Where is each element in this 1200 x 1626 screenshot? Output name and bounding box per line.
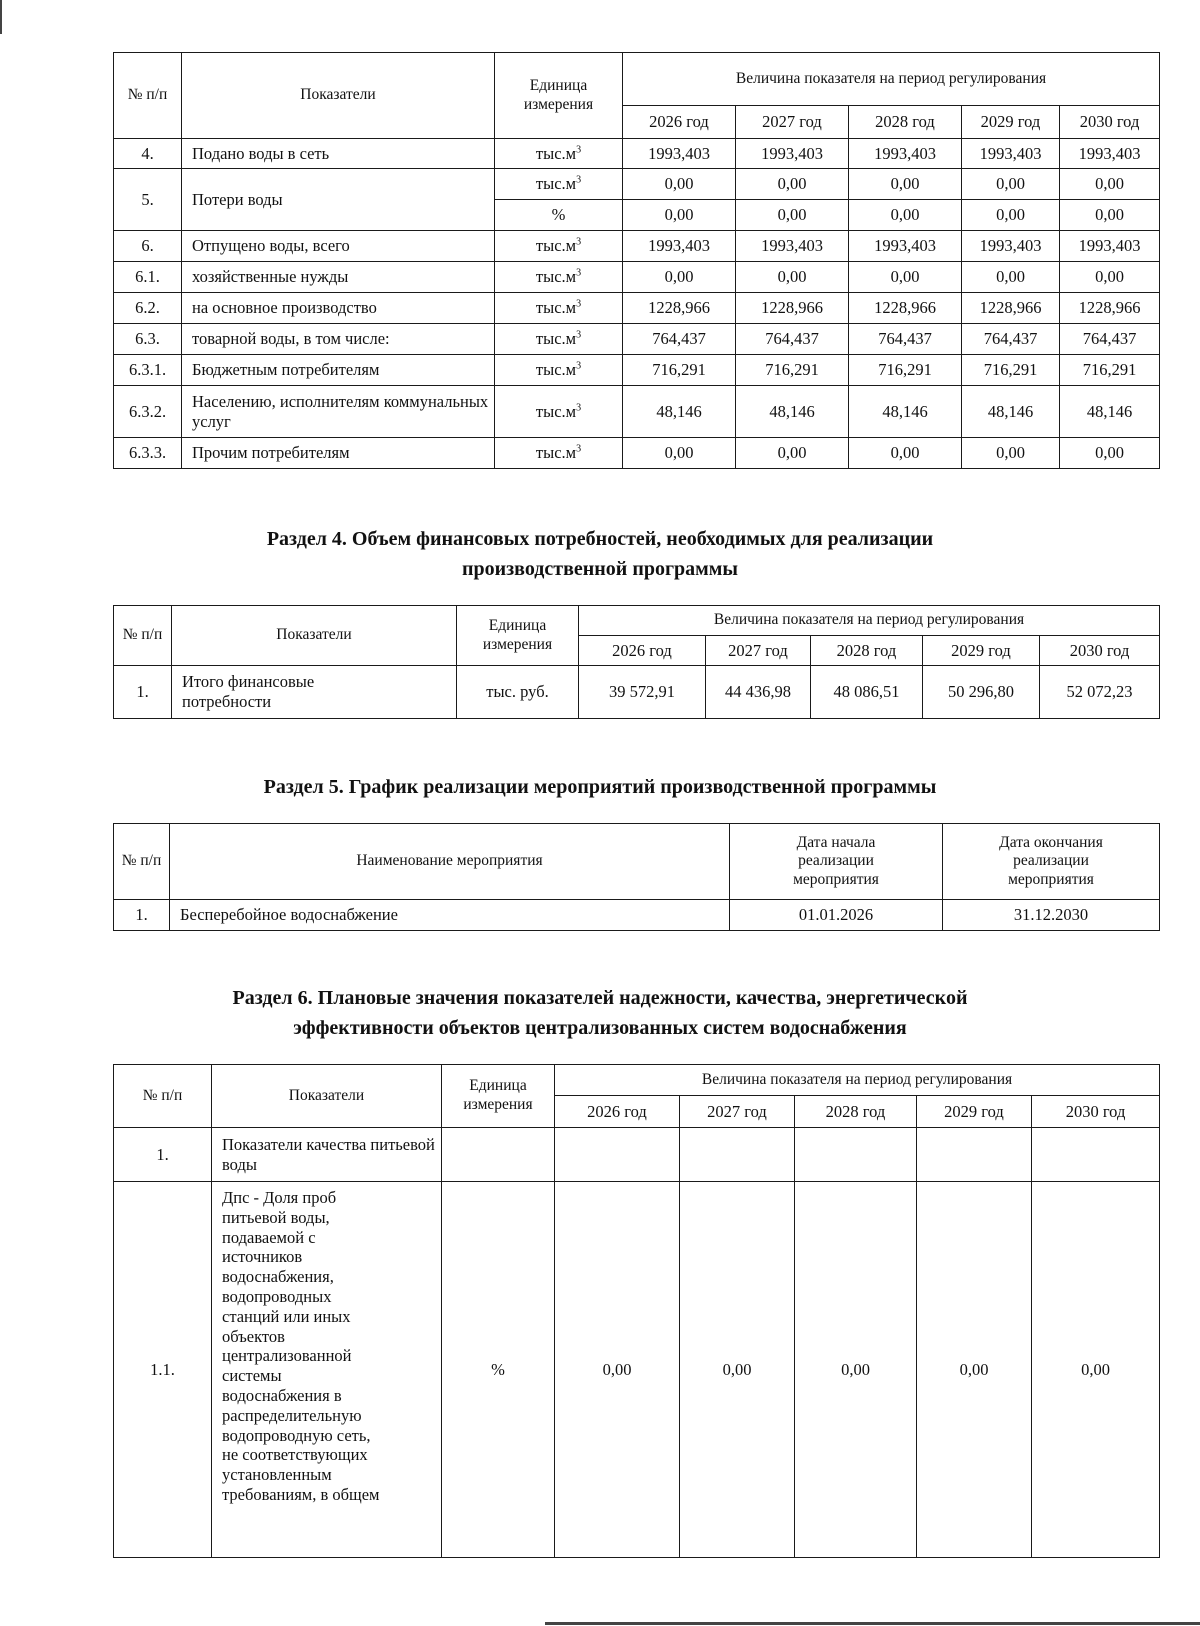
row-start-date: 01.01.2026 xyxy=(730,900,943,931)
row-value xyxy=(1032,1128,1160,1182)
row-value: 716,291 xyxy=(1060,355,1160,386)
water-balance-table xyxy=(113,52,1160,469)
row-value: 716,291 xyxy=(623,355,736,386)
year-cell: 2026 год xyxy=(579,636,706,666)
row-value: 764,437 xyxy=(1060,324,1160,355)
row-num: 6. xyxy=(114,231,182,262)
row-value xyxy=(795,1128,917,1182)
row-value: 1993,403 xyxy=(736,231,849,262)
scan-edge-mark xyxy=(0,0,2,34)
row-unit: $тыс.м^3$ xyxy=(495,231,623,262)
row-value: 0,00 xyxy=(962,169,1060,200)
row-unit: $тыс.м^3$ xyxy=(495,386,623,438)
row-value: 1228,966 xyxy=(623,293,736,324)
year-cell: 2027 год xyxy=(706,636,811,666)
row-value: 1228,966 xyxy=(849,293,962,324)
row-unit: тыс. руб. xyxy=(457,666,579,719)
row-value: 48,146 xyxy=(623,386,736,438)
row-unit: $тыс.м^3$ xyxy=(495,293,623,324)
row-value: 1993,403 xyxy=(962,231,1060,262)
row-value: 0,00 xyxy=(1060,169,1160,200)
row-name: хозяйственные нужды xyxy=(182,262,495,293)
header-period: Величина показателя на период регулирования xyxy=(623,53,1160,106)
year-cell: 2027 год xyxy=(680,1096,795,1128)
row-num: 6.2. xyxy=(114,293,182,324)
row-unit xyxy=(442,1128,555,1182)
schedule-table xyxy=(113,823,1160,931)
row-value: 48,146 xyxy=(962,386,1060,438)
row-value: 1993,403 xyxy=(623,139,736,169)
row-value: 0,00 xyxy=(1032,1182,1160,1558)
row-value: 764,437 xyxy=(849,324,962,355)
table-row xyxy=(114,139,1160,169)
header-num: № п/п xyxy=(114,824,170,900)
year-cell: 2028 год xyxy=(795,1096,917,1128)
table-row xyxy=(114,293,1160,324)
row-unit: $тыс.м^3$ xyxy=(495,438,623,469)
row-name: Прочим потребителям xyxy=(182,438,495,469)
row-name: Итого финансовые потребности xyxy=(172,666,457,719)
row-num: 6.3.3. xyxy=(114,438,182,469)
year-cell: 2026 год xyxy=(555,1096,680,1128)
row-num: 1. xyxy=(114,666,172,719)
row-unit: $тыс.м^3$ xyxy=(495,262,623,293)
row-unit: $тыс.м^3$ xyxy=(495,355,623,386)
row-value: 1993,403 xyxy=(849,139,962,169)
header-name: Показатели xyxy=(182,53,495,139)
header-unit: Единица измерения xyxy=(495,53,623,139)
row-num: 4. xyxy=(114,139,182,169)
row-name: товарной воды, в том числе: xyxy=(182,324,495,355)
year-cell: 2029 год xyxy=(962,106,1060,139)
year-cell: 2030 год xyxy=(1040,636,1160,666)
row-value: 1228,966 xyxy=(962,293,1060,324)
row-value: 0,00 xyxy=(962,262,1060,293)
section6-title: Раздел 6. Плановые значения показателей надежности, качества, энергетической эффективности объектов централизованных систем водоснабжения xyxy=(232,987,968,1039)
table-row xyxy=(114,1128,1160,1182)
row-value: 1993,403 xyxy=(849,231,962,262)
row-name: Подано воды в сеть xyxy=(182,139,495,169)
table-row xyxy=(114,666,1160,719)
header-num: № п/п xyxy=(114,53,182,139)
row-value: 52 072,23 xyxy=(1040,666,1160,719)
row-value: 0,00 xyxy=(555,1182,680,1558)
year-cell: 2028 год xyxy=(811,636,923,666)
header-start-date: Дата начала реализации мероприятия xyxy=(730,824,943,900)
row-value: 1228,966 xyxy=(736,293,849,324)
row-unit: $тыс.м^3$ xyxy=(495,169,623,200)
year-cell: 2029 год xyxy=(923,636,1040,666)
row-name: Потери воды xyxy=(182,169,495,231)
row-value xyxy=(555,1128,680,1182)
row-value: 44 436,98 xyxy=(706,666,811,719)
section4-title: Раздел 4. Объем финансовых потребностей, необходимых для реализации производственной программы xyxy=(266,528,934,580)
header-period: Величина показателя на период регулирования xyxy=(579,606,1160,636)
row-num: 1. xyxy=(114,900,170,931)
year-cell: 2030 год xyxy=(1060,106,1160,139)
row-name: Отпущено воды, всего xyxy=(182,231,495,262)
row-value: 716,291 xyxy=(849,355,962,386)
scan-bottom-line xyxy=(545,1622,1200,1625)
header-period: Величина показателя на период регулирования xyxy=(555,1065,1160,1096)
financial-needs-table xyxy=(113,605,1160,719)
row-value: 764,437 xyxy=(623,324,736,355)
row-value: 0,00 xyxy=(962,200,1060,231)
row-value: 0,00 xyxy=(849,200,962,231)
header-unit: Единица измерения xyxy=(442,1065,555,1128)
row-unit: $тыс.м^3$ xyxy=(495,324,623,355)
row-value: 764,437 xyxy=(962,324,1060,355)
row-value: 0,00 xyxy=(736,169,849,200)
row-value: 0,00 xyxy=(680,1182,795,1558)
row-value: 764,437 xyxy=(736,324,849,355)
row-num: 1.1. xyxy=(114,1182,212,1558)
row-unit-pct: % xyxy=(495,200,623,231)
table-row xyxy=(114,438,1160,469)
row-value xyxy=(917,1128,1032,1182)
header-num: № п/п xyxy=(114,606,172,666)
table-row xyxy=(114,386,1160,438)
row-value: 716,291 xyxy=(962,355,1060,386)
row-value: 1993,403 xyxy=(1060,231,1160,262)
row-value: 0,00 xyxy=(1060,262,1160,293)
row-name: Бесперебойное водоснабжение xyxy=(170,900,730,931)
row-name: Бюджетным потребителям xyxy=(182,355,495,386)
row-value: 48 086,51 xyxy=(811,666,923,719)
row-value: 716,291 xyxy=(736,355,849,386)
row-num: 6.3.1. xyxy=(114,355,182,386)
row-unit: % xyxy=(442,1182,555,1558)
row-name: на основное производство xyxy=(182,293,495,324)
row-num: 1. xyxy=(114,1128,212,1182)
row-value: 0,00 xyxy=(962,438,1060,469)
row-end-date: 31.12.2030 xyxy=(943,900,1160,931)
year-cell: 2030 год xyxy=(1032,1096,1160,1128)
row-value: 0,00 xyxy=(623,438,736,469)
quality-indicators-table xyxy=(113,1064,1160,1558)
row-value xyxy=(680,1128,795,1182)
header-num: № п/п xyxy=(114,1065,212,1128)
row-value: 48,146 xyxy=(1060,386,1160,438)
row-value: 48,146 xyxy=(849,386,962,438)
row-value: 0,00 xyxy=(1060,438,1160,469)
header-name: Наименование мероприятия xyxy=(170,824,730,900)
row-value: 50 296,80 xyxy=(923,666,1040,719)
row-value: 1993,403 xyxy=(623,231,736,262)
header-unit: Единица измерения xyxy=(457,606,579,666)
header-name: Показатели xyxy=(212,1065,442,1128)
row-value: 0,00 xyxy=(917,1182,1032,1558)
table-row xyxy=(114,231,1160,262)
year-cell: 2028 год xyxy=(849,106,962,139)
row-value: 0,00 xyxy=(623,169,736,200)
section5-title: Раздел 5. График реализации мероприятий производственной программы xyxy=(263,776,937,798)
row-name: Населению, исполнителям коммунальных услуг xyxy=(182,386,495,438)
row-name: Показатели качества питьевой воды xyxy=(212,1128,442,1182)
year-cell: 2029 год xyxy=(917,1096,1032,1128)
row-value: 0,00 xyxy=(736,438,849,469)
row-value: 0,00 xyxy=(736,262,849,293)
row-value: 39 572,91 xyxy=(579,666,706,719)
row-unit: $тыс.м^3$ xyxy=(495,139,623,169)
year-cell: 2027 год xyxy=(736,106,849,139)
row-value: 1228,966 xyxy=(1060,293,1160,324)
table-row xyxy=(114,169,1160,200)
row-value: 0,00 xyxy=(849,262,962,293)
table-row xyxy=(114,1182,1160,1558)
row-value: 0,00 xyxy=(849,169,962,200)
row-num: 6.3.2. xyxy=(114,386,182,438)
row-value: 48,146 xyxy=(736,386,849,438)
row-value: 0,00 xyxy=(849,438,962,469)
row-num: 6.3. xyxy=(114,324,182,355)
row-value: 1993,403 xyxy=(1060,139,1160,169)
header-end-date: Дата окончания реализации мероприятия xyxy=(943,824,1160,900)
row-name: Дпс - Доля проб питьевой воды, подаваемой с источников водоснабжения, водопроводных станций или иных объектов централизованной системы водоснабжения в распределительную водопроводную сеть, не соответствующих установленным требованиям, в общем xyxy=(212,1182,442,1558)
year-cell: 2026 год xyxy=(623,106,736,139)
table-row xyxy=(114,355,1160,386)
row-value: 0,00 xyxy=(736,200,849,231)
header-name: Показатели xyxy=(172,606,457,666)
table-row xyxy=(114,262,1160,293)
row-num: 6.1. xyxy=(114,262,182,293)
table-row xyxy=(114,900,1160,931)
row-value: 1993,403 xyxy=(736,139,849,169)
row-value: 0,00 xyxy=(795,1182,917,1558)
row-value: 1993,403 xyxy=(962,139,1060,169)
row-value: 0,00 xyxy=(623,200,736,231)
row-value: 0,00 xyxy=(1060,200,1160,231)
row-value: 0,00 xyxy=(623,262,736,293)
row-num: 5. xyxy=(114,169,182,231)
table-row xyxy=(114,324,1160,355)
